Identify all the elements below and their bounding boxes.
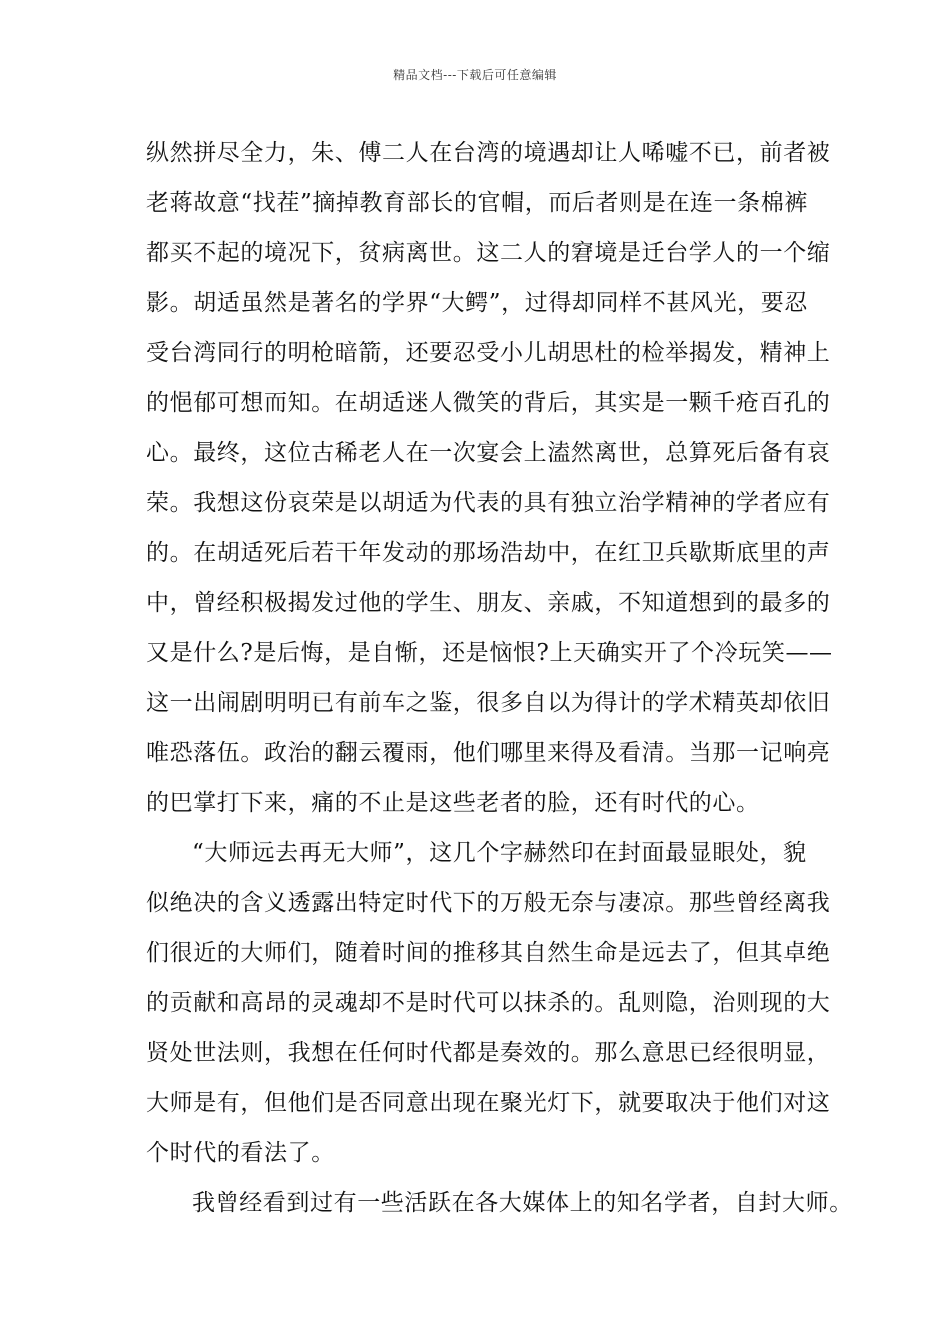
text-line: 的贡献和高昂的灵魂却不是时代可以抹杀的。乱则隐，治则现的大 [146, 990, 831, 1016]
text-line: 荣。我想这份哀荣是以胡适为代表的具有独立治学精神的学者应有 [146, 490, 831, 516]
text-line: 我曾经看到过有一些活跃在各大媒体上的知名学者，自封大师。 [192, 1190, 853, 1216]
text-line: 贤处世法则，我想在任何时代都是奏效的。那么意思已经很明显， [146, 1040, 831, 1066]
text-line: 老蒋故意“找茬”摘掉教育部长的官帽，而后者则是在连一条棉裤 [146, 190, 808, 216]
text-line: 唯恐落伍。政治的翻云覆雨，他们哪里来得及看清。当那一记响亮 [146, 740, 831, 766]
text-line: 的巴掌打下来，痛的不止是这些老者的脸，还有时代的心。 [146, 790, 760, 816]
text-line: 的。在胡适死后若干年发动的那场浩劫中，在红卫兵歇斯底里的声 [146, 540, 831, 566]
text-line: 个时代的看法了。 [146, 1140, 335, 1166]
text-line: 受台湾同行的明枪暗箭，还要忍受小儿胡思杜的检举揭发，精神上 [146, 340, 831, 366]
page-header: 精品文档---下载后可任意编辑 [393, 68, 557, 82]
text-line: 纵然拼尽全力，朱、傅二人在台湾的境遇却让人唏嘘不已，前者被 [146, 140, 831, 166]
text-line: 们很近的大师们，随着时间的推移其自然生命是远去了，但其卓绝 [146, 940, 831, 966]
text-line: 心。最终，这位古稀老人在一次宴会上溘然离世，总算死后备有哀 [146, 440, 831, 466]
text-line: 影。胡适虽然是著名的学界“大鳄”，过得却同样不甚风光，要忍 [146, 290, 808, 316]
document-body [146, 128, 853, 1228]
text-line: 似绝决的含义透露出特定时代下的万般无奈与凄凉。那些曾经离我 [146, 890, 831, 916]
text-line: 中，曾经积极揭发过他的学生、朋友、亲戚，不知道想到的最多的 [146, 590, 831, 616]
text-line: 这一出闹剧明明已有前车之鉴，很多自以为得计的学术精英却依旧 [146, 690, 831, 716]
text-line: 又是什么?是后悔，是自惭，还是恼恨?上天确实开了个冷玩笑—— [146, 640, 833, 666]
paragraph-1 [146, 128, 833, 828]
text-line: “大师远去再无大师”，这几个字赫然印在封面最显眼处，貌 [192, 840, 807, 866]
text-line: 的悒郁可想而知。在胡适迷人微笑的背后，其实是一颗千疮百孔的 [146, 390, 831, 416]
paragraph-2 [146, 828, 831, 1178]
paragraph-3 [146, 1178, 853, 1228]
text-line: 大师是有，但他们是否同意出现在聚光灯下，就要取决于他们对这 [146, 1090, 831, 1116]
text-line: 都买不起的境况下，贫病离世。这二人的窘境是迁台学人的一个缩 [146, 240, 831, 266]
